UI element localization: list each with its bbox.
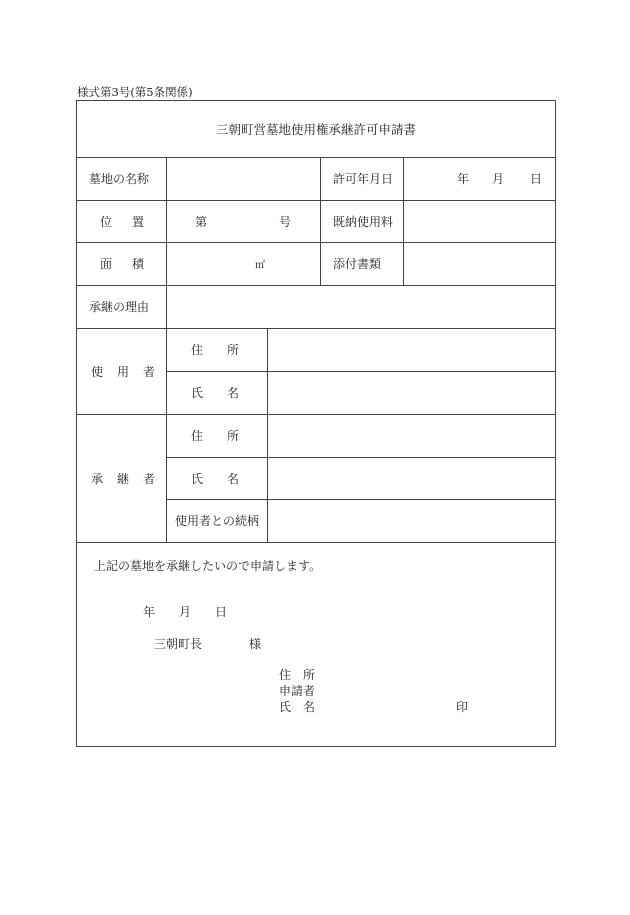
reason-value[interactable] [167,285,555,328]
label-char: 名 [227,471,240,486]
user-address-label [167,328,267,371]
label-char: 氏 [191,471,204,486]
relationship-label: 使用者との続柄 [174,514,259,528]
addressee: 三朝町長 [154,637,203,651]
label-char: 氏 [191,386,204,400]
successor-name-value[interactable] [268,457,555,499]
location-suffix: 号 [279,214,292,229]
area-label [77,242,166,285]
form-title: 三朝町営墓地使用権承継許可申請書 [215,122,416,137]
seal-mark: 印 [456,700,469,714]
applicant-address-char: 所 [303,668,316,682]
applicant-name-char: 氏 [279,700,292,714]
cemetery-name-label: 墓地の名称 [89,172,150,186]
addressee-honorific: 様 [249,637,262,651]
application-form [76,100,556,747]
user-section-label [77,328,166,414]
attachments-value[interactable] [404,242,555,285]
form-number: 様式第3号(第5条関係) [77,85,193,99]
applicant-name-char: 名 [303,700,316,714]
label-char: 住 [191,429,204,443]
permit-date-label: 許可年月日 [333,172,394,186]
label-char: 住 [191,343,204,357]
declaration-statement: 上記の墓地を承継したいので申請します。 [94,559,322,573]
permit-date-value[interactable] [404,157,555,200]
successor-section-label [77,414,166,542]
area-value[interactable] [167,242,320,285]
successor-label-char: 継 [117,471,130,486]
location-label [77,200,166,242]
application-year: 年 [143,605,156,619]
user-label-char: 使 [91,364,104,379]
area-unit: ㎡ [255,260,265,271]
user-address-value[interactable] [268,328,555,371]
user-name-value[interactable] [268,371,555,414]
permit-year: 年 [457,172,470,186]
label-char: 所 [227,343,240,357]
successor-label-char: 承 [91,471,104,486]
row-divider [77,542,555,543]
label-char: 所 [227,429,240,443]
paid-fee-value[interactable] [404,200,555,242]
applicant-label: 申請者 [279,684,316,698]
location-label-char: 置 [132,214,145,229]
applicant-address-char: 住 [279,668,292,682]
permit-day: 日 [530,172,543,186]
permit-month: 月 [492,172,505,186]
location-prefix: 第 [195,214,208,229]
application-month: 月 [179,605,192,619]
reason-label: 承継の理由 [89,300,150,314]
attachments-label: 添付書類 [333,257,382,271]
successor-address-value[interactable] [268,414,555,457]
area-label-char: 積 [132,257,145,271]
location-label-char: 位 [100,214,113,229]
cemetery-name-value[interactable] [167,158,319,200]
successor-name-label [167,457,267,499]
successor-address-label [167,414,267,457]
user-label-char: 用 [117,364,130,379]
user-label-char: 者 [143,364,156,379]
area-label-char: 面 [100,257,113,271]
relationship-value[interactable] [268,499,555,542]
successor-label-char: 者 [143,471,156,486]
application-day: 日 [215,605,228,619]
user-name-label [167,371,267,414]
paid-fee-label: 既納使用料 [333,214,394,229]
location-value[interactable] [167,200,320,242]
label-char: 名 [227,386,240,400]
